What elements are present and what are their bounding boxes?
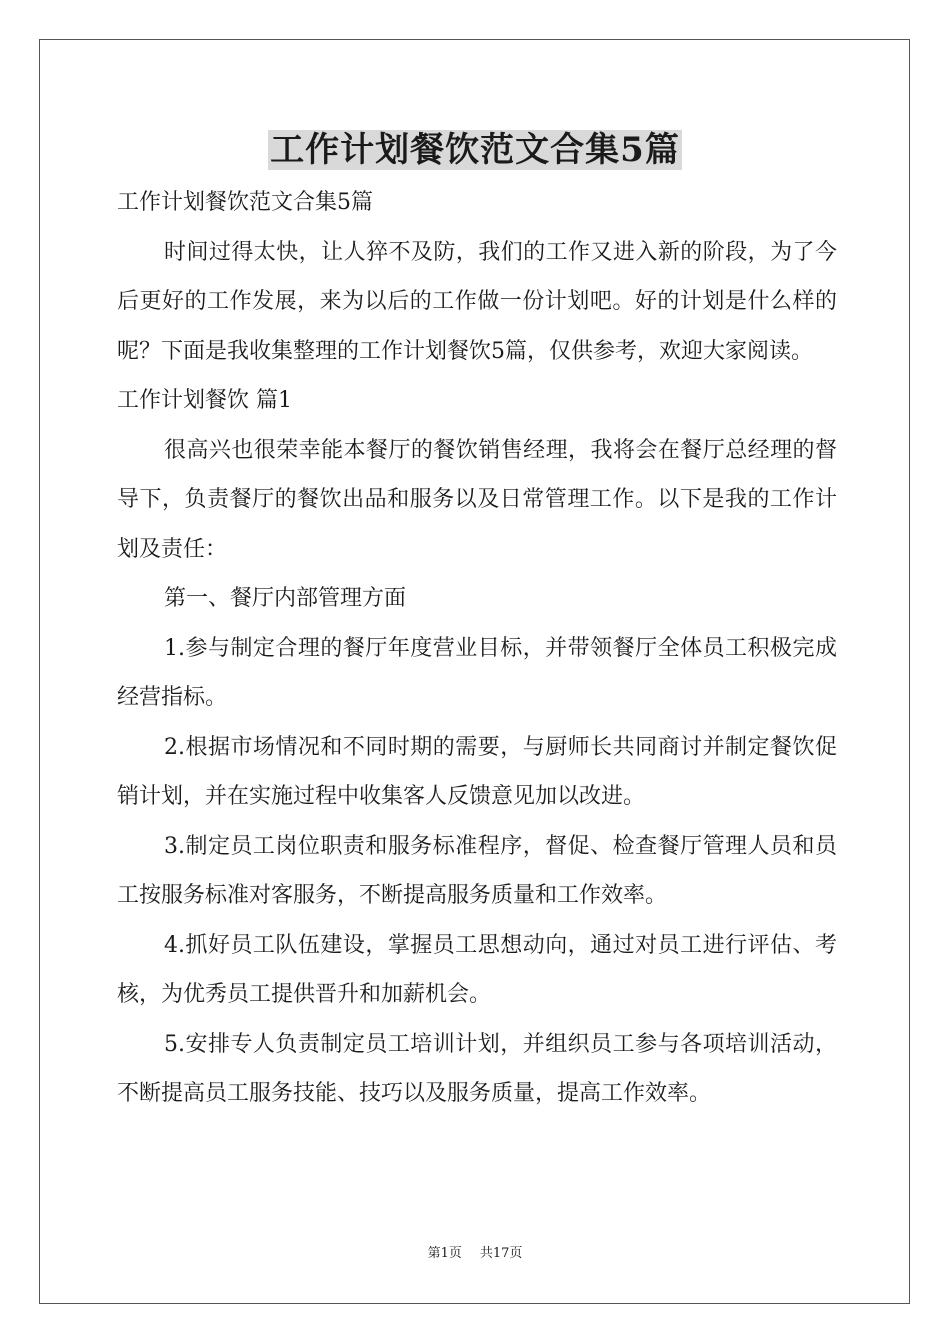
intro-paragraph: 时间过得太快，让人猝不及防，我们的工作又进入新的阶段，为了今后更好的工作发展，来为以后的工作做一份计划吧。好的计划是什么样的呢？下面是我收集整理的工作计划餐饮5篇，仅供参考，欢迎大家阅读。 xyxy=(117,239,837,364)
list-item: 5.安排专人负责制定员工培训计划，并组织员工参与各项培训活动，不断提高员工服务技能、技巧以及服务质量，提高工作效率。 xyxy=(117,1031,837,1106)
page-number: 第1页 xyxy=(427,1246,462,1261)
list-item: 4.抓好员工队伍建设，掌握员工思想动向，通过对员工进行评估、考核，为优秀员工提供晋升和加薪机会。 xyxy=(117,932,837,1007)
page-total: 共17页 xyxy=(479,1246,523,1261)
body-paragraph: 很高兴也很荣幸能本餐厅的餐饮销售经理，我将会在餐厅总经理的督导下，负责餐厅的餐饮出品和服务以及日常管理工作。以下是我的工作计划及责任： xyxy=(117,437,837,562)
section-heading: 工作计划餐饮 篇1 xyxy=(117,388,292,413)
document-title-text: 工作计划餐饮范文合集5篇 xyxy=(270,130,680,170)
subtitle-paragraph: 工作计划餐饮范文合集5篇 xyxy=(117,190,373,215)
document-body xyxy=(117,178,837,1119)
subsection-heading: 第一、餐厅内部管理方面 xyxy=(164,586,407,611)
document-title xyxy=(0,126,950,174)
list-item: 3.制定员工岗位职责和服务标准程序，督促、检查餐厅管理人员和员工按服务标准对客服务，不断提高服务质量和工作效率。 xyxy=(117,833,837,908)
list-item: 2.根据市场情况和不同时期的需要，与厨师长共同商讨并制定餐饮促销计划，并在实施过程中收集客人反馈意见加以改进。 xyxy=(117,734,837,809)
list-item: 1.参与制定合理的餐厅年度营业目标，并带领餐厅全体员工积极完成经营指标。 xyxy=(117,635,837,710)
page-footer xyxy=(0,1244,950,1264)
